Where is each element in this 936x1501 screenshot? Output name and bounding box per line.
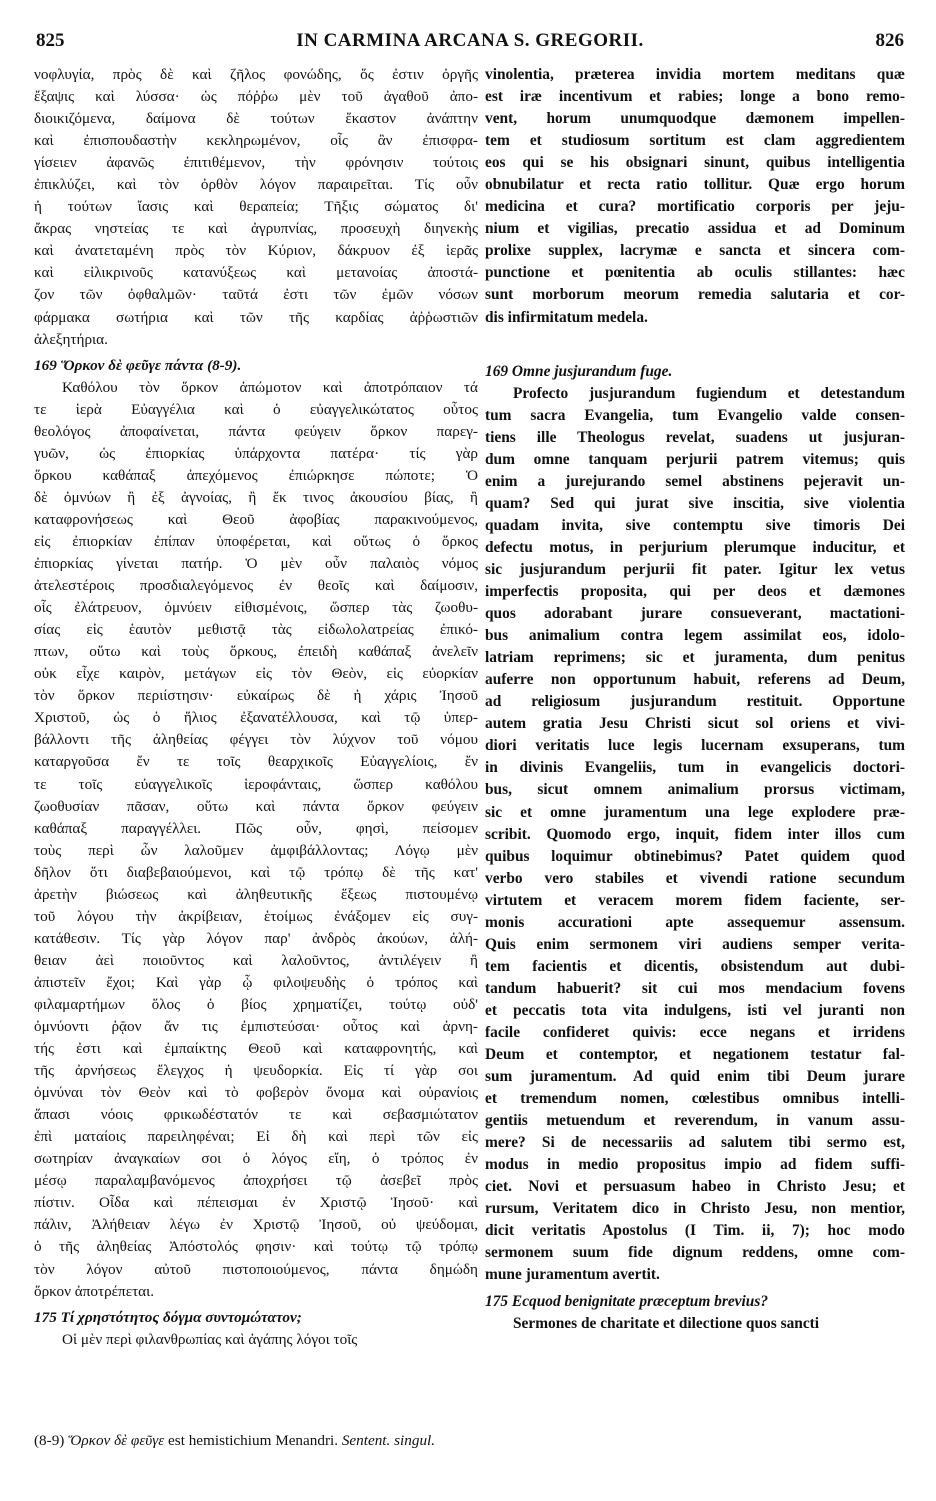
text-line: καὶ ἀνατεταμένη πρὸς τὸν Κύριον, δάκρυον ἐξ ἱερᾶς bbox=[34, 242, 478, 260]
page-number-left: 825 bbox=[36, 30, 65, 51]
text-line: tiens ille Theologus revelat, suadens ut jusjuran- bbox=[485, 428, 905, 446]
text-line: Οἱ μὲν περὶ φιλανθρωπίας καὶ ἀγάπης λόγοι τοῖς bbox=[62, 1330, 358, 1348]
text-line: dis infirmitatum medela. bbox=[485, 308, 648, 326]
text-line: ἡ τούτων ἴασις καὶ θεραπεία; Τῆξις σώματος δι' bbox=[34, 198, 478, 216]
text-line: quos adorabant jurare consueverant, mactationi- bbox=[485, 605, 905, 623]
latin-column bbox=[485, 64, 905, 1335]
text-line: οἷς ἐλάτρευον, ὀμνύειν εἰθισμένοις, ὥσπερ τὰς ζωοθυ- bbox=[34, 599, 478, 617]
text-line: tem facientis et dicentis, obsistendum aut dubi- bbox=[485, 957, 905, 975]
text-line: auferre non opportunum habuit, referens ad Deum, bbox=[485, 671, 905, 689]
text-line: Deum et contemptor, et negationem testatur fal- bbox=[485, 1046, 905, 1064]
text-line: καθάπαξ παραγγέλλει. Πῶς οὖν, φησὶ, πείσομεν bbox=[34, 819, 478, 837]
text-line: τε ἱερὰ Εὐαγγέλια καὶ ὁ εὐαγγελικώτατος οὗτος bbox=[34, 400, 478, 418]
text-line: sermonem suum fide dignum reddens, omne com- bbox=[485, 1244, 905, 1262]
text-line: Χριστοῦ, ὡς ὁ ἥλιος ἐξανατέλλουσα, καὶ τῷ ὑπερ- bbox=[34, 709, 478, 727]
page-number-right: 826 bbox=[875, 30, 904, 51]
text-line: τε τοῖς εὐαγγελικοῖς ἱεροφάνταις, ὥσπερ καθόλου bbox=[34, 775, 478, 793]
text-line: punctione et pœnitentia ab oculis stillantes: hæc bbox=[485, 264, 905, 282]
paragraph-gap bbox=[485, 329, 905, 357]
text-line: ὁ τῆς ἀληθείας Ἀπόστολός φησιν· καὶ τούτῳ τῷ τρόπῳ bbox=[34, 1238, 478, 1256]
text-line: καταργοῦσα ἔν τε τοῖς θεαρχικοῖς Εὐαγγελίοις, ἔν bbox=[34, 753, 478, 771]
text-line: ἀρετὴν βιώσεως καὶ ἀληθευτικῆς ἕξεως πιστουμένῳ bbox=[34, 885, 478, 903]
text-line: Profecto jusjurandum fugiendum et detestandum bbox=[513, 384, 905, 402]
text-line: latriam reprimens; sic et juramenta, dum penitus bbox=[485, 649, 905, 667]
text-line: τοὺς περὶ ὧν λαλοῦμεν ἀμφιβάλλοντας; Λόγῳ μὲν bbox=[34, 841, 478, 859]
text-line: Sermones de charitate et dilectione quos sancti bbox=[513, 1314, 820, 1332]
text-line: ἅπασι νόοις φρικωδέστατόν τε καὶ σεβασμιώτατον bbox=[34, 1106, 478, 1124]
text-line: ἄκρας νηστείας τε καὶ ἀγρυπνίας, προσευχὴ διηνεκὴς bbox=[34, 220, 478, 238]
text-line: ἀτελεστέροις προσδιαλεγόμενος ἐν θεοῖς καὶ δαίμοσιν, bbox=[34, 577, 478, 595]
text-line: enim a jurejurando semel abstinens pejeravit un- bbox=[485, 472, 905, 490]
text-line: dum omne tanquam perjurii patrem vitemus; quis bbox=[485, 450, 905, 468]
text-line: μέσῳ παραλαμβανόμενος ἀποχρήσει τῷ ἀσεβεῖ πρὸς bbox=[34, 1172, 478, 1190]
text-line: δὲ ὀμνύων ἢ ἐξ ἀγνοίας, ἢ ἔκ τινος ἀκουσίου βίας, ἢ bbox=[34, 488, 478, 506]
text-line: ἀπιστεῖν ἔχοι; Καὶ γὰρ ᾧ φιλοψευδὴς ὁ τρόπος καὶ bbox=[34, 973, 478, 991]
text-line: et peccatis tota vita indulgens, isti vel juranti non bbox=[485, 1001, 905, 1019]
footnote-source: Sentent. singul. bbox=[341, 1432, 436, 1449]
text-line: τὸν λόγον αὐτοῦ πιστοποιούμενος, πάντα δημώδη bbox=[34, 1260, 478, 1278]
text-line: πτων, οὕτω καὶ τοὺς ὅρκους, ἐπειδὴ καθάπαξ ἀνελεῖν bbox=[34, 643, 478, 661]
text-line: ἀλεξητήρια. bbox=[34, 330, 108, 348]
text-line: γυῶν, ὡς ἐπιορκίας ὑπάρχοντα πατέρα· τίς γὰρ bbox=[34, 444, 478, 462]
text-line: πίστιν. Οἶδα καὶ πέπεισμαι ἐν Χριστῷ Ἰησοῦ· καὶ bbox=[34, 1194, 478, 1212]
text-line: quadam invita, sive contemptu sive timoris Dei bbox=[485, 516, 905, 534]
text-line: facile confideret quivis: ecce negans et irridens bbox=[485, 1023, 905, 1041]
text-line: tandum habuerit? sit cui mos mendacium fovens bbox=[485, 979, 905, 997]
text-line: medicina et cura? mortificatio corporis per jeju- bbox=[485, 198, 905, 216]
text-line: mere? Si de necessariis ad salutem tibi sermo est, bbox=[485, 1134, 905, 1152]
text-line: scribit. Quomodo ergo, inquit, fidem inter illos cum bbox=[485, 825, 905, 843]
text-line: quam? Sed qui jurat sive inscitia, sive violentia bbox=[485, 494, 905, 512]
text-line: τῆς ἀρνήσεως ἔλεγχος ἡ ψευδορκία. Εἰς τί γὰρ σοι bbox=[34, 1062, 478, 1080]
text-line: πάλιν, Ἀλήθειαν λέγω ἐν Χριστῷ Ἰησοῦ, οὐ ψεύδομαι, bbox=[34, 1216, 478, 1234]
text-line: Quis enim sermonem viri audiens semper verita- bbox=[485, 935, 905, 953]
text-line: diori veritatis luce legis lucernam exsuperans, tum bbox=[485, 737, 905, 755]
text-line: monis accurationi apte assequemur assensum. bbox=[485, 913, 905, 931]
text-line: virtutem et veracem morem fidem faciente, ser- bbox=[485, 891, 905, 909]
text-line: modus in medio propositus impio ad fidem suffi- bbox=[485, 1156, 905, 1174]
text-line: prolixe supplex, lacrymæ e sancta et sincera com- bbox=[485, 242, 905, 260]
text-line: mune juramentum avertit. bbox=[485, 1266, 660, 1284]
text-line: δῆλον ὅτι διαβεβαιούμενοι, καὶ τῷ τρόπῳ δὲ τῆς κατ' bbox=[34, 863, 478, 881]
text-line: τὸν ὅρκον περιίστησιν· εὐκαίρως δὲ ἡ χάρις Ἰησοῦ bbox=[34, 687, 478, 705]
footnote-greek-quote: Ὅρκον δὲ φεῦγε bbox=[68, 1432, 165, 1449]
text-line: vent, horum unumquodque dæmonem impellen- bbox=[485, 110, 905, 128]
greek-column bbox=[34, 64, 478, 1351]
running-title: IN CARMINA ARCANA S. GREGORII. bbox=[296, 30, 644, 51]
text-line: οὐκ εἶχε καιρὸν, μετάγων εἰς τὸν Θεὸν, εἰς εὐορκίαν bbox=[34, 665, 478, 683]
text-line: autem gratia Jesu Christi sicut sol oriens et vivi- bbox=[485, 715, 905, 733]
text-line: ὅρκου καθάπαξ ἀπεχόμενος ἐπιώρκησε πώποτε; Ὁ bbox=[34, 466, 478, 484]
text-line: bus, sicut omnem animalium prorsus victimam, bbox=[485, 781, 905, 799]
text-line: φάρμακα σωτήρια καὶ τῶν τῆς καρδίας ἀῤῥωστιῶν bbox=[34, 308, 478, 326]
text-line: dicit veritatis Apostolus (I Tim. ii, 7); hoc modo bbox=[485, 1222, 905, 1240]
text-line: ζον τῶν ὀφθαλμῶν· ταῦτά ἐστι τῶν ἐμῶν νόσων bbox=[34, 286, 478, 304]
text-line: θεολόγος ἀποφαίνεται, πάντα φεύγειν ὅρκον παρεγ- bbox=[34, 422, 478, 440]
text-line: obnubilatur et recta ratio tollitur. Quæ ergo horum bbox=[485, 176, 905, 194]
text-line: ad religiosum jusjurandum restituit. Opportune bbox=[485, 693, 905, 711]
text-line: θειαν ἀεὶ ποιοῦντος καὶ λαλοῦντος, ἀντιλέγειν ἢ bbox=[34, 951, 478, 969]
text-line: ὀμνύναι τὸν Θεὸν καὶ τὸ φοβερὸν ὄνομα καὶ οὐρανίοις bbox=[34, 1084, 478, 1102]
text-line: nium et vigilias, precatio assidua et ad Dominum bbox=[485, 220, 905, 238]
text-line: defectu motus, in perjurium plerumque inducitur, et bbox=[485, 538, 905, 556]
text-line: quibus loquimur obtinebimus? Patet quidem quod bbox=[485, 847, 905, 865]
text-line: ἐπικλύζει, καὶ τὸν ὀρθὸν λόγον παραιρεῖται. Τίς οὖν bbox=[34, 176, 478, 194]
text-line: eos qui se his obsignari sinunt, quibus intelligentia bbox=[485, 154, 905, 172]
section-heading: 169 Omne jusjurandum fuge. bbox=[485, 362, 673, 380]
text-line: ἐπιορκίας γίνεται πατήρ. Ὁ μὲν οὖν παλαιὸς νόμος bbox=[34, 555, 478, 573]
text-line: sunt morborum meorum remedia salutaria et cor- bbox=[485, 286, 905, 304]
text-line: ciet. Novi et persuasum habeo in Christo Jesu; et bbox=[485, 1178, 905, 1196]
text-line: gentiis metuendum et reverendum, in vanum assu- bbox=[485, 1112, 905, 1130]
text-line: καὶ ἐπισπουδαστὴν κεκληρωμένον, οἷς ἂν ἐπισφρα- bbox=[34, 132, 478, 150]
text-line: bus animalium contra legem assimilat eos, idolo- bbox=[485, 627, 905, 645]
text-line: ἔξαψις καὶ λύσσα· ὡς πόῤῥω μὲν τοῦ ἀγαθοῦ ἀπο- bbox=[34, 88, 478, 106]
text-line: σίας εἰς ἑαυτὸν μεθιστᾷ τὰς εἰδωλολατρείας ἐπικό- bbox=[34, 621, 478, 639]
text-line: verbo vero stabiles et vivendi ratione secundum bbox=[485, 869, 905, 887]
text-line: ὅρκον ἀποτρέπεται. bbox=[34, 1282, 155, 1300]
text-line: tem et studiosum sortitum est clam aggredientem bbox=[485, 132, 905, 150]
text-line: σωτηρίαν ἀναγκαίων σοι ὁ λόγος εἴη, ὁ τρόπος ἐν bbox=[34, 1150, 478, 1168]
text-line: ὀμνύοντι ῥᾷον ἄν τις ἐμπιστεύσαι· οὗτος καὶ ἀρνη- bbox=[34, 1018, 478, 1036]
text-line: γίσειεν ἀφανῶς ἐπιτιθέμενον, τὴν φρόνησιν τούτοις bbox=[34, 154, 478, 172]
running-head bbox=[36, 30, 904, 54]
text-line: ζωοθυσίαν πᾶσαν, οὕτω καὶ πάντα ὅρκον φεύγειν bbox=[34, 797, 478, 815]
text-line: sic et omne juramentum una lege explodere præ- bbox=[485, 803, 905, 821]
text-line: in divinis Evangeliis, tum in evangelicis doctori- bbox=[485, 759, 905, 777]
section-heading: 175 Τί χρηστότητος δόγμα συντομώτατον; bbox=[34, 1308, 302, 1326]
text-line: Καθόλου τὸν ὅρκον ἀπώμοτον καὶ ἀποτρόπαιον τά bbox=[62, 378, 478, 396]
section-heading: 169 Ὅρκον δὲ φεῦγε πάντα (8-9). bbox=[34, 356, 242, 374]
text-line: imperfectis proposita, qui per deos et dæmones bbox=[485, 583, 905, 601]
text-line: sic jusjurandum perjurii fit pater. Igitur lex vetus bbox=[485, 560, 905, 578]
text-line: rursum, Veritatem dico in Christo Jesu, non mentior, bbox=[485, 1200, 905, 1218]
text-line: καταφρονήσεως καὶ Θεοῦ ἀφοβίας παρακινούμενος, bbox=[34, 510, 478, 528]
footnote-marker: (8-9) bbox=[34, 1432, 65, 1449]
text-line: τοῦ λόγου τὴν ἀκρίβειαν, ἑτοίμως ἐνάξομεν εἰς συγ- bbox=[34, 907, 478, 925]
text-line: et tremendum nomen, cœlestibus omnibus intelli- bbox=[485, 1090, 905, 1108]
text-line: διοικιζόμενα, δαίμονα δὲ τούτων ἕκαστον ἀνάπτην bbox=[34, 110, 478, 128]
text-line: est iræ incentivum et rabies; longe a bono remo- bbox=[485, 88, 905, 106]
text-line: φιλαμαρτήμων ὅλος ὁ βίος χρηματίζει, τούτῳ οὐδ' bbox=[34, 995, 478, 1013]
text-line: βάλλοντι τῆς ἀληθείας φέγγει τὸν λύχνον τοῦ νόμου bbox=[34, 731, 478, 749]
text-line: sum juramentum. Ad quid enim tibi Deum jurare bbox=[485, 1068, 905, 1086]
text-line: εἰς ἐπιορκίαν ἐπίπαν ὑποφέρεται, καὶ οὕτως ὁ ὅρκος bbox=[34, 532, 478, 550]
footnote bbox=[34, 1430, 904, 1452]
text-line: νοφλυγία, πρὸς δὲ καὶ ζῆλος φονώδης, ὅς ἐστιν ὀργῆς bbox=[34, 66, 478, 83]
text-line: τής ἐστι καὶ ἐμπαίκτης Θεοῦ καὶ καταφρονητής, καὶ bbox=[34, 1040, 478, 1058]
text-line: vinolentia, præterea invidia mortem meditans quæ bbox=[485, 66, 905, 83]
section-heading: 175 Ecquod benignitate præceptum brevius? bbox=[485, 1292, 769, 1310]
text-line: ἐπὶ ματαίοις παρειληφέναι; Εἰ δὴ καὶ περὶ τῶν εἰς bbox=[34, 1128, 478, 1146]
text-line: tum sacra Evangelia, tum Evangelio valde consen- bbox=[485, 406, 905, 424]
text-line: καὶ εἰλικρινοῦς κατανύξεως καὶ μετανοίας ἀποστά- bbox=[34, 264, 478, 282]
text-line: κατάθεσιν. Τίς γὰρ λόγον παρ' ἀνδρὸς ἀκούων, ἀλή- bbox=[34, 929, 478, 947]
footnote-text: est hemistichium Menandri. bbox=[164, 1432, 342, 1449]
